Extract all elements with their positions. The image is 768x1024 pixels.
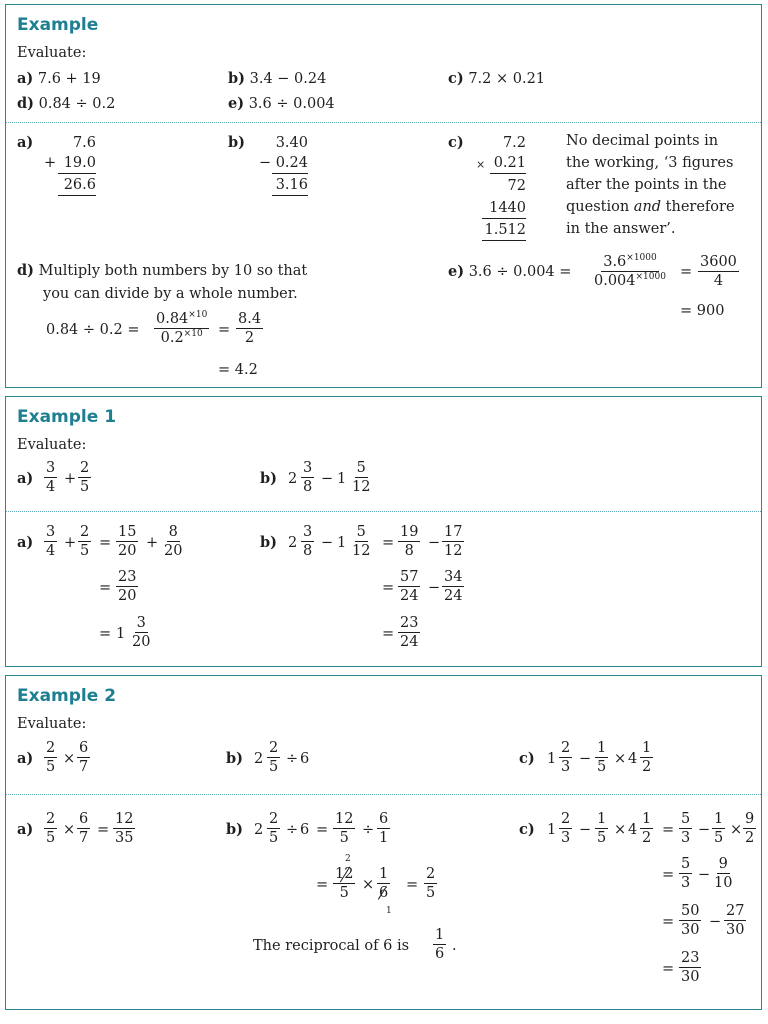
fraction: $\frac{5}{12}$ xyxy=(352,460,371,495)
factor-1: 7.2 xyxy=(502,135,526,151)
divide-sign: ÷ xyxy=(362,822,375,838)
equals: = xyxy=(382,580,395,596)
solution-e-label: e) xyxy=(448,263,465,280)
evaluate-label: Evaluate: xyxy=(17,716,87,732)
expression: 3.6 ÷ 0.004 = xyxy=(468,264,572,280)
factor-2: 0.21 xyxy=(490,153,526,174)
times-sign: × xyxy=(614,822,627,838)
plus-sign: + xyxy=(146,535,159,551)
divider xyxy=(6,511,761,512)
fraction: $\frac{0.84^{\times 10}}{0.2^{\times 10}}$ xyxy=(156,310,208,346)
period: . xyxy=(452,938,457,954)
whole-number: 1 xyxy=(337,535,347,551)
equals: = xyxy=(662,822,675,838)
question-c-label: c) xyxy=(448,70,464,87)
fraction: $\frac{6}{7}$ xyxy=(79,740,89,775)
note-line: in the answer’. xyxy=(566,221,676,237)
fraction: $\frac{17}{12}$ xyxy=(444,524,463,559)
whole-number: 1 xyxy=(547,822,557,838)
fraction: $\frac{1}{5}$ xyxy=(597,740,607,775)
result: = 4.2 xyxy=(218,362,258,378)
instruction-line: Multiply both numbers by 10 so that xyxy=(38,263,308,279)
addend-2: 19.0 xyxy=(58,153,96,174)
solution-a-label: a) xyxy=(17,534,34,551)
solution-b-label: b) xyxy=(226,821,243,838)
minus-sign: − xyxy=(321,535,334,551)
plus-sign: + xyxy=(64,471,77,487)
fraction: $\frac{3}{4}$ xyxy=(46,524,56,559)
fraction: $\frac{12}{5}$ xyxy=(335,811,354,846)
partial-product-1: 72 xyxy=(507,178,526,194)
solution-a-label: a) xyxy=(17,134,34,151)
times-sign: × xyxy=(362,877,375,893)
question-d: 0.84 ÷ 0.2 xyxy=(38,96,116,112)
minus-sign: − xyxy=(321,471,334,487)
fraction: $\frac{23}{24}$ xyxy=(400,615,419,650)
plus-sign: + xyxy=(64,535,77,551)
evaluate-label: Evaluate: xyxy=(17,437,87,453)
question-c-label: c) xyxy=(519,750,535,767)
divider xyxy=(6,794,761,795)
cancelled-denominator: 1 xyxy=(386,906,392,916)
fraction: $\frac{2}{5}$ xyxy=(269,811,279,846)
question-b: 3.4 − 0.24 xyxy=(249,71,327,87)
minuend: 3.40 xyxy=(275,135,308,151)
fraction: $\frac{2}{5}$ xyxy=(80,524,90,559)
fraction: $\frac{12}{35}$ xyxy=(115,811,134,846)
fraction: $\frac{2}{5}$ xyxy=(46,811,56,846)
evaluate-label: Evaluate: xyxy=(17,45,87,61)
fraction: $\frac{23}{20}$ xyxy=(118,569,137,604)
minus-sign: − xyxy=(259,155,272,171)
cancelled-numerator: 2 xyxy=(345,854,351,864)
number: 6 xyxy=(300,751,310,767)
note-line: question and therefore xyxy=(566,199,735,215)
times-sign: × xyxy=(63,822,76,838)
minus-sign: − xyxy=(579,822,592,838)
whole-number: 4 xyxy=(628,751,638,767)
fraction: $\frac{1}{6}$ xyxy=(379,866,389,901)
fraction: $\frac{9}{10}$ xyxy=(714,856,733,891)
divider xyxy=(6,122,761,123)
fraction: $\frac{2}{3}$ xyxy=(561,811,571,846)
fraction: $\frac{8}{20}$ xyxy=(164,524,183,559)
minus-sign: − xyxy=(698,867,711,883)
equals: = xyxy=(382,626,395,642)
whole-number: 2 xyxy=(254,751,264,767)
note-line: the working, ‘3 figures xyxy=(566,155,734,171)
example-1-box xyxy=(5,396,762,667)
whole-number: 2 xyxy=(288,471,298,487)
fraction: $\frac{2}{5}$ xyxy=(80,460,90,495)
whole-number: 1 xyxy=(547,751,557,767)
fraction: $\frac{5}{12}$ xyxy=(352,524,371,559)
equals: = xyxy=(97,822,110,838)
whole-number: 1 xyxy=(116,626,126,642)
example-title: Example xyxy=(17,15,99,35)
minus-sign: − xyxy=(698,822,711,838)
fraction: $\frac{6}{7}$ xyxy=(79,811,89,846)
example-2-box xyxy=(5,675,762,1010)
minus-sign: − xyxy=(709,914,722,930)
expression: 0.84 ÷ 0.2 = xyxy=(46,322,140,338)
whole-number: 4 xyxy=(628,822,638,838)
equals: = xyxy=(218,322,231,338)
note xyxy=(566,130,735,240)
partial-product-2: 1440 xyxy=(482,198,526,219)
product: 1.512 xyxy=(482,220,526,241)
sum: 26.6 xyxy=(58,175,96,196)
fraction: $\frac{8.4}{2}$ xyxy=(238,311,262,346)
equals: = xyxy=(406,877,419,893)
difference: 3.16 xyxy=(272,175,308,196)
times-sign: × xyxy=(614,751,627,767)
fraction: $\frac{50}{30}$ xyxy=(681,903,700,938)
minus-sign: − xyxy=(428,535,441,551)
fraction: $\frac{15}{20}$ xyxy=(118,524,137,559)
question-d-label: d) xyxy=(17,95,34,112)
addend-1: 7.6 xyxy=(72,135,96,151)
whole-number: 2 xyxy=(254,822,264,838)
fraction: $\frac{3600}{4}$ xyxy=(700,254,737,289)
minus-sign: − xyxy=(428,580,441,596)
question-a-label: a) xyxy=(17,750,34,767)
fraction: $\frac{27}{30}$ xyxy=(726,903,745,938)
fraction: $\frac{23}{30}$ xyxy=(681,950,700,985)
equals: = xyxy=(680,264,693,280)
equals: = xyxy=(316,877,329,893)
result: = 900 xyxy=(680,303,725,319)
fraction: $\frac{5}{3}$ xyxy=(681,811,691,846)
equals: = xyxy=(99,580,112,596)
solution-c-label: c) xyxy=(519,821,535,838)
fraction: $\frac{2}{5}$ xyxy=(269,740,279,775)
fraction: $\frac{19}{8}$ xyxy=(400,524,419,559)
whole-number: 2 xyxy=(288,535,298,551)
fraction: $\frac{9}{2}$ xyxy=(745,811,755,846)
question-a: 7.6 + 19 xyxy=(37,71,101,87)
note-line: after the points in the xyxy=(566,177,727,193)
question-e-label: e) xyxy=(228,95,245,112)
equals: = xyxy=(662,914,675,930)
equals: = xyxy=(662,961,675,977)
fraction: $\frac{1}{5}$ xyxy=(597,811,607,846)
example-box xyxy=(5,4,762,388)
times-sign: × xyxy=(476,158,486,171)
example-title: Example 1 xyxy=(17,407,117,427)
question-b-label: b) xyxy=(226,750,243,767)
reciprocal-note: The reciprocal of 6 is xyxy=(253,938,410,954)
whole-number: 1 xyxy=(337,471,347,487)
fraction: $\frac{12}{5}$ xyxy=(335,866,354,901)
fraction: $\frac{2}{3}$ xyxy=(561,740,571,775)
subtrahend: 0.24 xyxy=(272,153,308,174)
fraction: $\frac{1}{2}$ xyxy=(642,740,652,775)
instruction-line: you can divide by a whole number. xyxy=(43,286,298,302)
solution-d-label: d) xyxy=(17,262,34,279)
fraction: $\frac{3}{8}$ xyxy=(303,524,313,559)
fraction: $\frac{1}{2}$ xyxy=(642,811,652,846)
equals: = xyxy=(99,535,112,551)
fraction: $\frac{2}{5}$ xyxy=(426,866,436,901)
solution-a-label: a) xyxy=(17,821,34,838)
question-c: 7.2 × 0.21 xyxy=(468,71,546,87)
times-sign: × xyxy=(730,822,743,838)
fraction: $\frac{3}{20}$ xyxy=(132,615,151,650)
plus-sign: + xyxy=(44,155,57,171)
equals: = xyxy=(316,822,329,838)
example-title: Example 2 xyxy=(17,686,117,706)
times-sign: × xyxy=(63,751,76,767)
fraction: $\frac{5}{3}$ xyxy=(681,856,691,891)
divide-sign: ÷ xyxy=(286,822,299,838)
fraction: $\frac{6}{1}$ xyxy=(379,811,389,846)
question-b-label: b) xyxy=(228,70,245,87)
equals: = xyxy=(99,626,112,642)
minus-sign: − xyxy=(579,751,592,767)
divide-sign: ÷ xyxy=(286,751,299,767)
fraction: $\frac{3}{4}$ xyxy=(46,460,56,495)
solution-b-label: b) xyxy=(260,534,277,551)
question-b-label: b) xyxy=(260,470,277,487)
question-a-label: a) xyxy=(17,70,34,87)
fraction: $\frac{34}{24}$ xyxy=(444,569,463,604)
number: 6 xyxy=(300,822,310,838)
question-e: 3.6 ÷ 0.004 xyxy=(248,96,335,112)
solution-b-label: b) xyxy=(228,134,245,151)
equals: = xyxy=(662,867,675,883)
fraction: $\frac{2}{5}$ xyxy=(46,740,56,775)
fraction: $\frac{3}{8}$ xyxy=(303,460,313,495)
equals: = xyxy=(382,535,395,551)
question-a-label: a) xyxy=(17,470,34,487)
fraction: $\frac{3.6^{\times 1000}}{0.004^{\times 1000}}$ xyxy=(594,253,666,289)
fraction: $\frac{1}{5}$ xyxy=(714,811,724,846)
fraction: $\frac{1}{6}$ xyxy=(435,927,445,962)
solution-c-label: c) xyxy=(448,134,464,151)
note-line: No decimal points in xyxy=(566,133,719,149)
fraction: $\frac{57}{24}$ xyxy=(400,569,419,604)
